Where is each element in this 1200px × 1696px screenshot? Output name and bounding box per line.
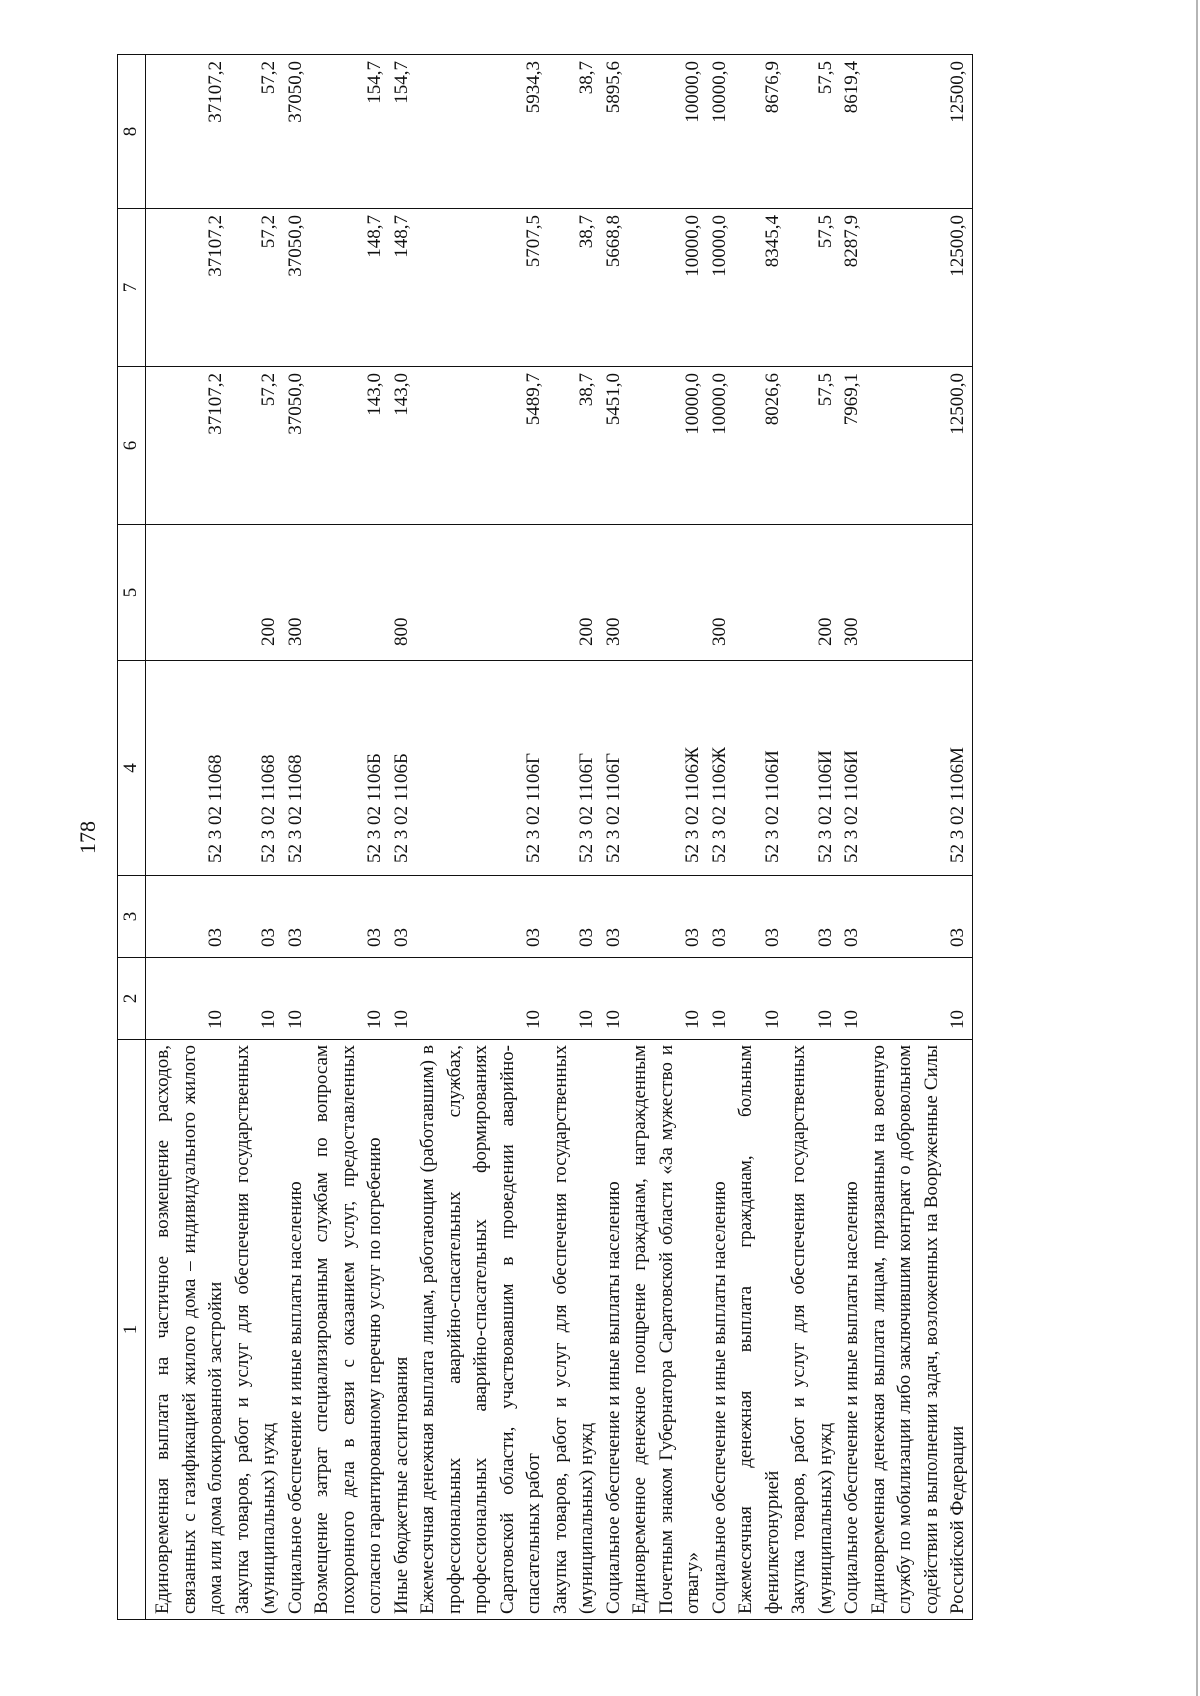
row-amount-col8: 38,7 <box>548 55 601 209</box>
row-amount-col7: 8345,4 <box>733 209 786 367</box>
row-amount-col8: 5934,3 <box>415 55 548 209</box>
row-description: Социальное обеспечение и иные выплаты населению <box>707 1040 734 1620</box>
row-target-code: 52 3 02 1106Ж <box>707 661 734 876</box>
row-description: Ежемесячная денежная выплата лицам, работающим (работавшим) в профессиональных аварийно-спасательных службах, профессиональных аварийно-спасательных формированиях Саратовской области, участвовавшим в проведении аварийно-спасательных работ <box>415 1040 548 1620</box>
row-description: Единовременное денежное поощрение гражданам, награжденным Почетным знаком Губернатора Саратовской области «За мужество и отвагу» <box>627 1040 707 1620</box>
row-amount-col7: 37050,0 <box>283 209 310 367</box>
row-amount-col7: 10000,0 <box>707 209 734 367</box>
row-subsection: 03 <box>415 876 548 958</box>
row-section: 10 <box>866 958 973 1040</box>
row-description: Социальное обеспечение и иные выплаты населению <box>839 1040 866 1620</box>
row-amount-col8: 37107,2 <box>146 55 230 209</box>
row-subsection: 03 <box>230 876 283 958</box>
row-amount-col7: 38,7 <box>548 209 601 367</box>
row-section: 10 <box>733 958 786 1040</box>
row-amount-col7: 57,2 <box>230 209 283 367</box>
row-section: 10 <box>627 958 707 1040</box>
table-row <box>839 55 866 1620</box>
row-section: 10 <box>389 958 416 1040</box>
row-amount-col8: 37050,0 <box>283 55 310 209</box>
row-description: Ежемесячная денежная выплата гражданам, больным фенилкетонурией <box>733 1040 786 1620</box>
row-amount-col6: 37050,0 <box>283 367 310 525</box>
row-target-code: 52 3 02 1106Ж <box>627 661 707 876</box>
column-header: 5 <box>118 525 146 661</box>
row-amount-col6: 143,0 <box>389 367 416 525</box>
column-header: 6 <box>118 367 146 525</box>
row-target-code: 52 3 02 1106И <box>839 661 866 876</box>
table-row <box>230 55 283 1620</box>
row-amount-col8: 154,7 <box>309 55 389 209</box>
row-target-code: 52 3 02 1106М <box>866 661 973 876</box>
row-target-code: 52 3 02 11068 <box>146 661 230 876</box>
table-row <box>601 55 628 1620</box>
table-row <box>866 55 973 1620</box>
row-amount-col7: 57,5 <box>786 209 839 367</box>
row-amount-col6: 8026,6 <box>733 367 786 525</box>
page-number: 178 <box>75 821 100 854</box>
row-amount-col7: 5707,5 <box>415 209 548 367</box>
row-section: 10 <box>786 958 839 1040</box>
row-amount-col7: 37107,2 <box>146 209 230 367</box>
row-amount-col8: 57,2 <box>230 55 283 209</box>
budget-table <box>117 54 973 1620</box>
row-target-code: 52 3 02 11068 <box>230 661 283 876</box>
row-expense-type: 800 <box>389 525 416 661</box>
row-amount-col6: 143,0 <box>309 367 389 525</box>
row-expense-type <box>146 525 230 661</box>
row-amount-col8: 154,7 <box>389 55 416 209</box>
row-description: Возмещение затрат специализированным службам по вопросам похоронного дела в связи с оказанием услуг, предоставленных согласно гарантированному перечню услуг по погребению <box>309 1040 389 1620</box>
row-section: 10 <box>548 958 601 1040</box>
row-description: Закупка товаров, работ и услуг для обеспечения государственных (муниципальных) нужд <box>786 1040 839 1620</box>
row-amount-col7: 8287,9 <box>839 209 866 367</box>
row-amount-col7: 12500,0 <box>866 209 973 367</box>
row-expense-type <box>309 525 389 661</box>
row-subsection: 03 <box>839 876 866 958</box>
row-expense-type: 300 <box>707 525 734 661</box>
row-expense-type: 200 <box>548 525 601 661</box>
row-section: 10 <box>707 958 734 1040</box>
row-amount-col6: 12500,0 <box>866 367 973 525</box>
table-row <box>733 55 786 1620</box>
row-amount-col6: 7969,1 <box>839 367 866 525</box>
row-amount-col8: 57,5 <box>786 55 839 209</box>
table-row <box>283 55 310 1620</box>
row-subsection: 03 <box>283 876 310 958</box>
row-subsection: 03 <box>601 876 628 958</box>
table-row <box>389 55 416 1620</box>
table-row <box>415 55 548 1620</box>
table-row <box>627 55 707 1620</box>
row-section: 10 <box>230 958 283 1040</box>
row-amount-col6: 5451,0 <box>601 367 628 525</box>
row-subsection: 03 <box>786 876 839 958</box>
row-amount-col8: 10000,0 <box>707 55 734 209</box>
row-section: 10 <box>283 958 310 1040</box>
row-subsection: 03 <box>548 876 601 958</box>
row-target-code: 52 3 02 1106И <box>733 661 786 876</box>
row-expense-type: 200 <box>230 525 283 661</box>
row-section: 10 <box>309 958 389 1040</box>
row-amount-col6: 38,7 <box>548 367 601 525</box>
row-description: Иные бюджетные ассигнования <box>389 1040 416 1620</box>
row-section: 10 <box>839 958 866 1040</box>
row-description: Социальное обеспечение и иные выплаты населению <box>601 1040 628 1620</box>
row-expense-type: 300 <box>283 525 310 661</box>
row-amount-col7: 5668,8 <box>601 209 628 367</box>
row-amount-col6: 10000,0 <box>627 367 707 525</box>
row-expense-type: 200 <box>786 525 839 661</box>
column-header: 8 <box>118 55 146 209</box>
row-target-code: 52 3 02 1106Б <box>309 661 389 876</box>
row-subsection: 03 <box>389 876 416 958</box>
table-header <box>118 55 146 1620</box>
scan-edge-line <box>1196 0 1198 1696</box>
row-amount-col8: 10000,0 <box>627 55 707 209</box>
row-amount-col7: 10000,0 <box>627 209 707 367</box>
row-amount-col8: 5895,6 <box>601 55 628 209</box>
row-amount-col6: 57,5 <box>786 367 839 525</box>
table-row <box>707 55 734 1620</box>
row-subsection: 03 <box>707 876 734 958</box>
row-expense-type <box>415 525 548 661</box>
row-expense-type: 300 <box>839 525 866 661</box>
table-row <box>786 55 839 1620</box>
row-subsection: 03 <box>146 876 230 958</box>
row-section: 10 <box>415 958 548 1040</box>
row-description: Социальное обеспечение и иные выплаты населению <box>283 1040 310 1620</box>
row-expense-type <box>733 525 786 661</box>
table-body <box>146 55 973 1620</box>
row-description: Единовременная денежная выплата лицам, призванным на военную службу по мобилизации либо заключившим контракт о добровольном содействии в выполнении задач, возложенных на Вооруженные Силы Российской Федерации <box>866 1040 973 1620</box>
row-target-code: 52 3 02 1106Г <box>548 661 601 876</box>
row-amount-col7: 148,7 <box>389 209 416 367</box>
table-row <box>548 55 601 1620</box>
row-subsection: 03 <box>866 876 973 958</box>
column-header: 3 <box>118 876 146 958</box>
row-amount-col8: 8676,9 <box>733 55 786 209</box>
column-header: 4 <box>118 661 146 876</box>
row-target-code: 52 3 02 1106Г <box>601 661 628 876</box>
table-row <box>146 55 230 1620</box>
row-description: Единовременная выплата на частичное возмещение расходов, связанных с газификацией жилого дома – индивидуального жилого дома или дома блокированной застройки <box>146 1040 230 1620</box>
row-amount-col8: 8619,4 <box>839 55 866 209</box>
row-section: 10 <box>146 958 230 1040</box>
column-header: 2 <box>118 958 146 1040</box>
rotated-page <box>75 55 1095 1620</box>
row-subsection: 03 <box>733 876 786 958</box>
row-target-code: 52 3 02 1106И <box>786 661 839 876</box>
row-section: 10 <box>601 958 628 1040</box>
table-row <box>309 55 389 1620</box>
row-subsection: 03 <box>309 876 389 958</box>
row-target-code: 52 3 02 1106Г <box>415 661 548 876</box>
column-header: 7 <box>118 209 146 367</box>
row-target-code: 52 3 02 1106Б <box>389 661 416 876</box>
row-amount-col6: 5489,7 <box>415 367 548 525</box>
row-amount-col6: 37107,2 <box>146 367 230 525</box>
row-description: Закупка товаров, работ и услуг для обеспечения государственных (муниципальных) нужд <box>230 1040 283 1620</box>
row-description: Закупка товаров, работ и услуг для обеспечения государственных (муниципальных) нужд <box>548 1040 601 1620</box>
column-header: 1 <box>118 1040 146 1620</box>
row-expense-type <box>866 525 973 661</box>
row-amount-col7: 148,7 <box>309 209 389 367</box>
row-target-code: 52 3 02 11068 <box>283 661 310 876</box>
row-amount-col6: 57,2 <box>230 367 283 525</box>
row-amount-col8: 12500,0 <box>866 55 973 209</box>
row-expense-type <box>627 525 707 661</box>
row-amount-col6: 10000,0 <box>707 367 734 525</box>
row-subsection: 03 <box>627 876 707 958</box>
row-expense-type: 300 <box>601 525 628 661</box>
